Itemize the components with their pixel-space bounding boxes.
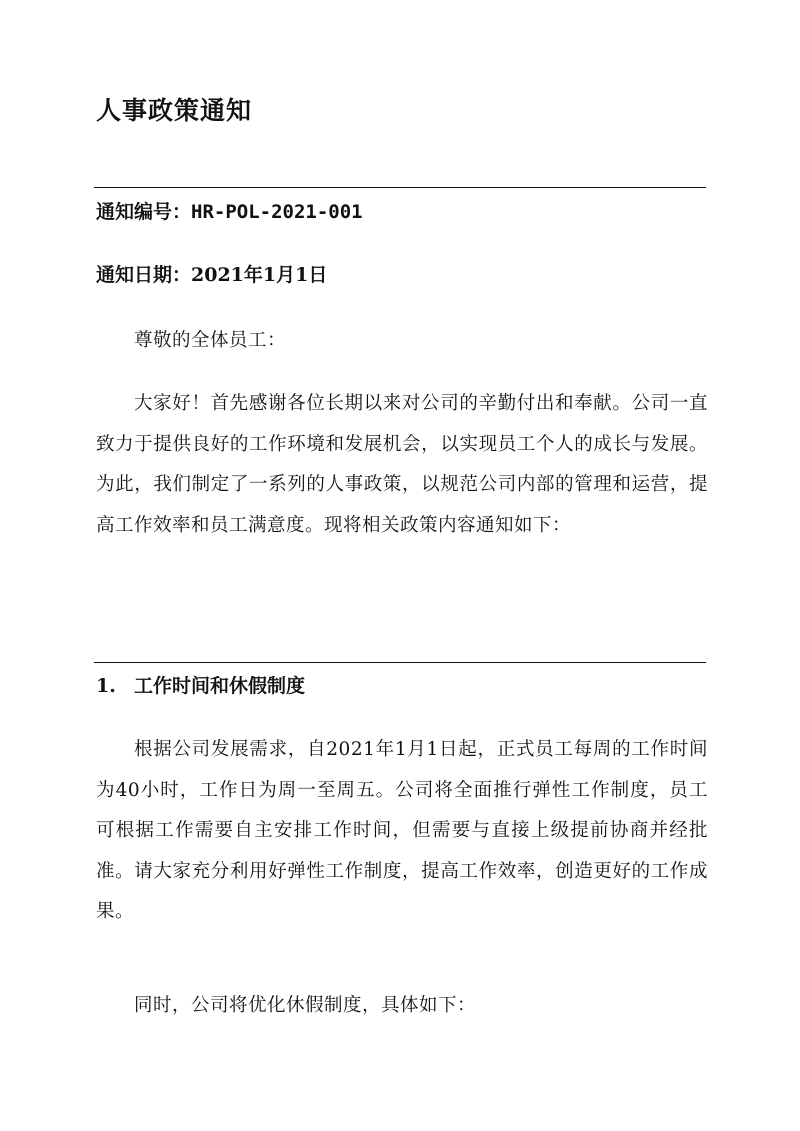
- section-number: 1.: [96, 675, 116, 697]
- notice-number: [96, 198, 363, 226]
- greeting-paragraph: 尊敬的全体员工：: [134, 330, 287, 351]
- work-hours-paragraph: 根据公司发展需求，自2021年1月1日起，正式员工每周的工作时间为40小时，工作日为周一至周五。公司将全面推行弹性工作制度，员工可根据工作需要自主安排工作时间，但需要与直接上级提前协商并经批准。请大家充分利用好弹性工作制度，提高工作效率，创造更好的工作成果。: [96, 739, 708, 922]
- header-divider: [94, 187, 706, 188]
- notice-number-value: HR-POL-2021-001: [191, 201, 363, 223]
- section-heading-work-hours: [96, 672, 305, 700]
- notice-number-label: 通知编号：: [96, 201, 192, 223]
- leave-intro-paragraph: 同时，公司将优化休假制度，具体如下：: [134, 995, 477, 1016]
- intro-paragraph: 大家好！首先感谢各位长期以来对公司的辛勤付出和奉献。公司一直致力于提供良好的工作环境和发展机会，以实现员工个人的成长与发展。为此，我们制定了一系列的人事政策，以规范公司内部的管理和运营，提高工作效率和员工满意度。现将相关政策内容通知如下：: [96, 393, 708, 536]
- notice-date-label: 通知日期：: [96, 264, 192, 286]
- document-title: 人事政策通知: [96, 96, 253, 125]
- section-divider: [94, 662, 706, 663]
- notice-date: [96, 261, 327, 289]
- notice-date-value: 2021年1月1日: [191, 264, 328, 286]
- section-title: 工作时间和休假制度: [134, 675, 306, 697]
